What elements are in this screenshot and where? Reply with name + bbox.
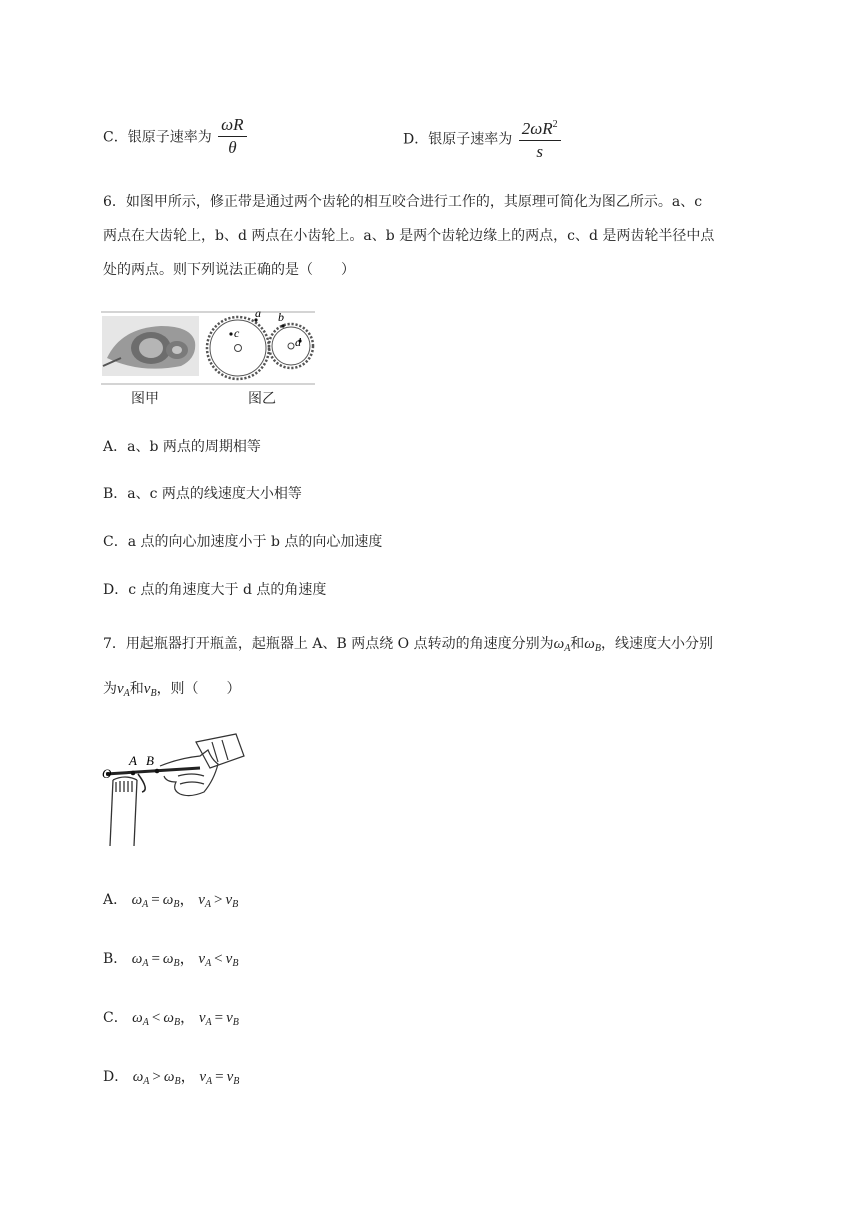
q7-option-a-expr: $\omega_A = \omega_B$， $v_A > v_B$ bbox=[131, 892, 239, 910]
q7-option-d-sub-2: B bbox=[174, 1076, 181, 1087]
q7-option-b-v-b: v bbox=[225, 951, 233, 967]
q7-option-d-expr: $\omega_A > \omega_B$， $v_A = v_B$ bbox=[132, 1069, 240, 1087]
q7-option-b-sub-4: B bbox=[232, 958, 239, 969]
q5-option-c-denominator: θ bbox=[228, 138, 237, 157]
q5-option-d-exponent: 2 bbox=[552, 119, 558, 130]
q7-omega-a-symbol: ω bbox=[553, 636, 565, 652]
fig-label-o: O bbox=[102, 766, 112, 781]
q7-option-d-sub-4: B bbox=[233, 1076, 240, 1087]
q7-stem-line-1-text-b: ，线速度大小分别 bbox=[601, 636, 713, 652]
q7-option-b-v-a: v bbox=[198, 951, 206, 967]
q7-option-c-sub-3: A bbox=[205, 1017, 212, 1028]
gear-label-a: a bbox=[255, 306, 261, 320]
q7-option-d-label: D． bbox=[103, 1069, 129, 1085]
q7-option-b-omega-a: ω bbox=[131, 951, 143, 967]
gear-label-d: d bbox=[295, 335, 301, 349]
q7-stem-line-1 bbox=[103, 634, 713, 659]
q7-option-c-sub-4: B bbox=[232, 1017, 239, 1028]
q7-option-d-rel-2: = bbox=[215, 1069, 224, 1085]
q7-option-c-v-b: v bbox=[226, 1010, 233, 1026]
q7-option-d-v-a: v bbox=[199, 1069, 206, 1085]
q7-omega-b-sub: B bbox=[594, 643, 601, 654]
fig-label-b: B bbox=[146, 753, 154, 768]
q5-option-d-fraction bbox=[519, 116, 561, 161]
q7-option-c-rel-2: = bbox=[214, 1010, 224, 1026]
q7-option-c bbox=[103, 1008, 239, 1033]
q7-option-c-rel-1: < bbox=[151, 1010, 161, 1026]
q7-stem-line-1-text-a: 7．用起瓶器打开瓶盖，起瓶器上 A、B 两点绕 O 点转动的角速度分别为 bbox=[103, 636, 554, 652]
q5-option-d bbox=[403, 116, 561, 161]
q7-stem-line-2-and: 和 bbox=[129, 681, 144, 697]
q7-option-a-label: A． bbox=[103, 892, 128, 908]
q7-option-b bbox=[103, 949, 238, 974]
q7-option-d-v-b: v bbox=[226, 1069, 234, 1085]
q5-option-c-numerator: ωR bbox=[218, 116, 246, 137]
q7-option-c-v-a: v bbox=[198, 1010, 206, 1026]
q7-omega-b bbox=[584, 636, 601, 652]
q7-option-b-sub-3: A bbox=[205, 958, 212, 969]
fig-label-a: A bbox=[129, 753, 137, 768]
point-b-dot bbox=[155, 769, 160, 774]
q6-option-d: D．c 点的角速度大于 d 点的角速度 bbox=[103, 582, 327, 598]
q7-option-a bbox=[103, 890, 238, 915]
q7-option-a-rel-2: > bbox=[214, 892, 223, 908]
q5-option-d-label: D．银原子速率为 bbox=[403, 131, 513, 148]
correction-tape-photo bbox=[102, 316, 199, 376]
q7-option-a-sub-4: B bbox=[232, 899, 239, 910]
q7-option-a-omega-a: ω bbox=[131, 892, 143, 908]
q7-option-c-omega-b: ω bbox=[163, 1010, 174, 1026]
q7-option-a-sub-1: A bbox=[142, 899, 149, 910]
small-gear bbox=[269, 324, 313, 368]
figure-caption-yi: 图乙 bbox=[248, 391, 276, 407]
q6-stem-line-2: 两点在大齿轮上，b、d 两点在小齿轮上。a、b 是两个齿轮边缘上的两点，c、d 是两齿轮半径中点 bbox=[103, 228, 715, 244]
q6-option-c: C．a 点的向心加速度小于 b 点的向心加速度 bbox=[103, 534, 383, 550]
q5-option-c-fraction bbox=[218, 116, 246, 157]
figure-caption-jia: 图甲 bbox=[131, 391, 159, 407]
q5-option-d-denominator: s bbox=[536, 142, 543, 161]
point-b-dot bbox=[281, 324, 284, 327]
q5-option-d-numerator-text: 2ωR bbox=[521, 119, 553, 138]
q7-stem-line-2-text-b: ，则（ ） bbox=[156, 681, 241, 697]
q7-option-d-omega-b: ω bbox=[163, 1069, 175, 1085]
q7-v-b-sub: B bbox=[150, 688, 157, 699]
q7-option-c-sub-2: B bbox=[173, 1017, 181, 1028]
bottle-opener-svg bbox=[100, 730, 250, 850]
q5-option-c bbox=[103, 116, 247, 157]
q7-option-d bbox=[103, 1067, 239, 1092]
q7-option-a-v-a: v bbox=[198, 892, 205, 908]
q7-option-b-sub-1: A bbox=[142, 958, 149, 969]
q6-stem-line-3: 处的两点。则下列说法正确的是（ ） bbox=[103, 262, 355, 278]
q7-figure bbox=[100, 730, 250, 850]
q7-stem-line-1-and: 和 bbox=[570, 636, 585, 652]
q7-option-a-sub-2: B bbox=[173, 899, 180, 910]
q7-omega-a-sub: A bbox=[564, 643, 571, 654]
q7-option-c-sub-1: A bbox=[142, 1017, 149, 1028]
q7-omega-b-symbol: ω bbox=[584, 636, 595, 652]
q6-option-b: B．a、c 两点的线速度大小相等 bbox=[103, 486, 302, 502]
q5-option-c-label: C．银原子速率为 bbox=[103, 129, 212, 146]
q7-v-a bbox=[117, 681, 130, 697]
point-a-dot bbox=[131, 771, 136, 776]
q7-option-d-rel-1: > bbox=[152, 1069, 161, 1085]
q7-option-a-rel-1: = bbox=[151, 892, 160, 908]
q7-v-b-symbol: v bbox=[143, 681, 151, 697]
q7-option-b-rel-2: < bbox=[214, 951, 223, 967]
q7-stem-line-2-text-a: 为 bbox=[103, 681, 117, 697]
q7-stem-line-2 bbox=[103, 679, 241, 704]
q7-option-b-rel-1: = bbox=[151, 951, 160, 967]
q6-stem-line-1: 6．如图甲所示，修正带是通过两个齿轮的相互咬合进行工作的，其原理可简化为图乙所示。a、c bbox=[103, 194, 703, 210]
q7-option-c-omega-a: ω bbox=[132, 1010, 143, 1026]
q5-option-d-numerator bbox=[519, 116, 561, 141]
gear-label-c: c bbox=[234, 326, 240, 340]
q7-option-a-omega-b: ω bbox=[162, 892, 174, 908]
q7-v-b bbox=[144, 681, 157, 697]
q7-option-c-expr: $\omega_A < \omega_B$， $v_A = v_B$ bbox=[132, 1010, 239, 1028]
q7-option-c-label: C． bbox=[103, 1010, 128, 1026]
q7-omega-a bbox=[554, 636, 571, 652]
q6-figure-svg bbox=[101, 306, 317, 388]
q7-option-d-sub-3: A bbox=[206, 1076, 213, 1087]
q7-option-a-sub-3: A bbox=[204, 899, 211, 910]
q7-v-a-sub: A bbox=[123, 688, 130, 699]
point-c-dot bbox=[229, 332, 232, 335]
q7-option-b-label: B． bbox=[103, 951, 128, 967]
bottle-icon bbox=[110, 777, 137, 846]
q7-option-d-omega-a: ω bbox=[132, 1069, 144, 1085]
q7-option-b-sub-2: B bbox=[173, 958, 180, 969]
hand-icon bbox=[160, 734, 244, 796]
q6-figure bbox=[101, 306, 317, 388]
q7-option-b-expr: $\omega_A = \omega_B$， $v_A < v_B$ bbox=[131, 951, 239, 969]
q7-option-a-v-b: v bbox=[225, 892, 233, 908]
gear-label-b: b bbox=[278, 310, 284, 324]
q7-option-b-omega-b: ω bbox=[162, 951, 174, 967]
q7-v-a-symbol: v bbox=[117, 681, 124, 697]
q6-option-a: A．a、b 两点的周期相等 bbox=[103, 439, 261, 455]
q7-option-d-sub-1: A bbox=[143, 1076, 150, 1087]
